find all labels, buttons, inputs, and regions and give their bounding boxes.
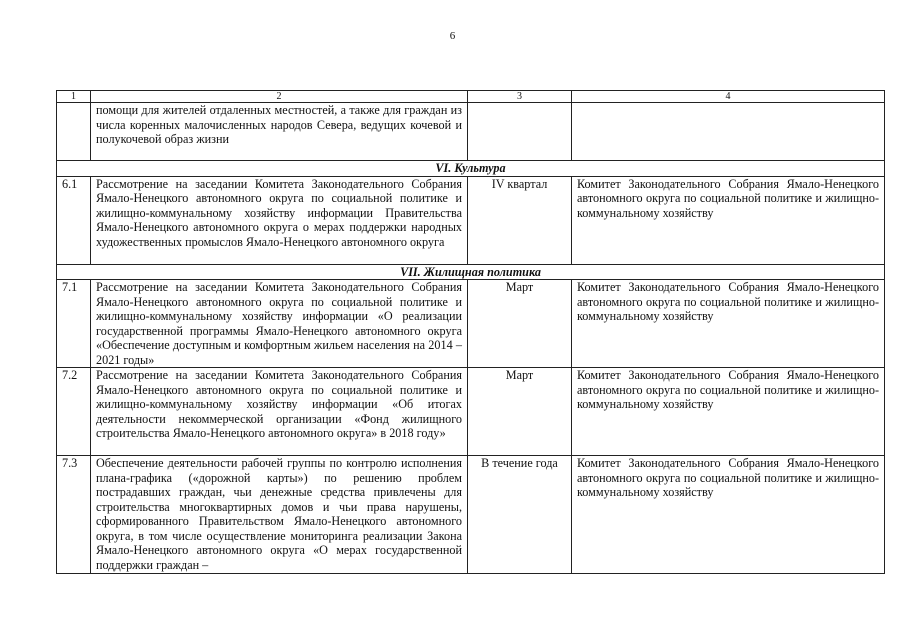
header-col-2: 2 bbox=[91, 91, 468, 103]
page-number: 6 bbox=[449, 30, 456, 42]
table-row bbox=[57, 456, 885, 574]
table-row bbox=[57, 280, 885, 368]
row-text: Обеспечение деятельности рабочей группы по контролю исполнения плана-графика («дорожной карты») по решению проблем пострадавших граждан, чьи денежные средства привлечены для строительства многоквартирных домов и чьи права нарушены, сформированного Правительством Ямало-Ненецкого автономного округа, в том числе осуществление мониторинга реализации Закона Ямало-Ненецкого автономного округа «О мерах государственной поддержки граждан – bbox=[91, 456, 468, 574]
header-col-3: 3 bbox=[468, 91, 572, 103]
row-period: IV квартал bbox=[468, 176, 572, 264]
row-number: 7.1 bbox=[57, 280, 91, 368]
row-number: 7.3 bbox=[57, 456, 91, 574]
row-text: помощи для жителей отдаленных местностей, а также для граждан из числа коренных малочисленных народов Севера, ведущих кочевой и полукочевой образ жизни bbox=[91, 103, 468, 161]
table-row bbox=[57, 368, 885, 456]
row-text: Рассмотрение на заседании Комитета Законодательного Собрания Ямало-Ненецкого автономного округа по социальной политике и жилищно-коммунальному хозяйству информации «О реализации государственной программы Ямало-Ненецкого автономного округа «Обеспечение доступным и комфортным жильем населения на 2014 – 2021 годы» bbox=[91, 280, 468, 368]
row-period: Март bbox=[468, 280, 572, 368]
header-col-1: 1 bbox=[57, 91, 91, 103]
row-responsible: Комитет Законодательного Собрания Ямало-Ненецкого автономного округа по социальной политике и жилищно-коммунальному хозяйству bbox=[572, 280, 885, 368]
section-title: VI. Культура bbox=[57, 161, 885, 177]
row-number: 6.1 bbox=[57, 176, 91, 264]
table-row bbox=[57, 176, 885, 264]
row-period: Март bbox=[468, 368, 572, 456]
row-text: Рассмотрение на заседании Комитета Законодательного Собрания Ямало-Ненецкого автономного округа по социальной политике и жилищно-коммунальному хозяйству информации Правительства Ямало-Ненецкого автономного округа о мерах поддержки народных художественных промыслов Ямало-Ненецкого автономного округа bbox=[91, 176, 468, 264]
row-number: 7.2 bbox=[57, 368, 91, 456]
row-period bbox=[468, 103, 572, 161]
row-responsible: Комитет Законодательного Собрания Ямало-Ненецкого автономного округа по социальной политике и жилищно-коммунальному хозяйству bbox=[572, 176, 885, 264]
header-col-4: 4 bbox=[572, 91, 885, 103]
section-title: VII. Жилищная политика bbox=[57, 264, 885, 280]
row-responsible: Комитет Законодательного Собрания Ямало-Ненецкого автономного округа по социальной политике и жилищно-коммунальному хозяйству bbox=[572, 456, 885, 574]
section-heading-row bbox=[57, 264, 885, 280]
row-text: Рассмотрение на заседании Комитета Законодательного Собрания Ямало-Ненецкого автономного округа по социальной политике и жилищно-коммунальному хозяйству информации «Об итогах деятельности некоммерческой организации «Фонд жилищного строительства Ямало-Ненецкого автономного округа» в 2018 году» bbox=[91, 368, 468, 456]
row-period: В течение года bbox=[468, 456, 572, 574]
row-responsible bbox=[572, 103, 885, 161]
section-heading-row bbox=[57, 161, 885, 177]
table-row-continuation bbox=[57, 103, 885, 161]
row-number bbox=[57, 103, 91, 161]
row-responsible: Комитет Законодательного Собрания Ямало-Ненецкого автономного округа по социальной политике и жилищно-коммунальному хозяйству bbox=[572, 368, 885, 456]
table-header-row bbox=[57, 91, 885, 103]
plan-table bbox=[56, 90, 885, 574]
